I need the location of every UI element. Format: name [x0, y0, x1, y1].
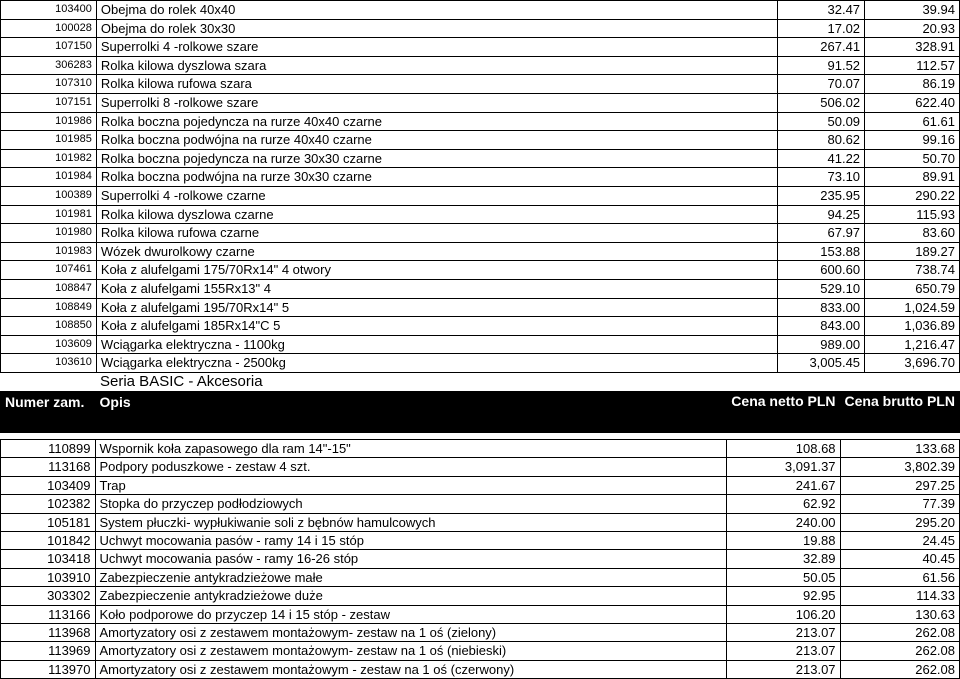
- order-number-cell: 113969: [1, 642, 96, 660]
- net-price-cell: 41.22: [778, 149, 865, 168]
- description-cell: Rolka boczna pojedyncza na rurze 40x40 czarne: [96, 112, 777, 131]
- description-cell: Amortyzatory osi z zestawem montażowym- zestaw na 1 oś (zielony): [95, 624, 727, 642]
- order-number-cell: 101842: [1, 532, 96, 550]
- net-price-cell: 32.47: [778, 1, 865, 20]
- description-cell: Wózek dwurolkowy czarne: [96, 242, 777, 261]
- table-row: [1, 532, 960, 550]
- order-number-cell: 101980: [1, 224, 97, 243]
- net-price-cell: 73.10: [778, 168, 865, 187]
- description-cell: Rolka kilowa dyszlowa szara: [96, 56, 777, 75]
- section-title: Seria BASIC - Akcesoria: [100, 373, 263, 390]
- description-cell: Rolka kilowa rufowa czarne: [96, 224, 777, 243]
- gross-price-cell: 262.08: [840, 624, 959, 642]
- table-row: [1, 587, 960, 605]
- gross-price-cell: 40.45: [840, 550, 959, 568]
- description-cell: Rolka boczna podwójna na rurze 30x30 czarne: [96, 168, 777, 187]
- table-row: [1, 440, 960, 458]
- gross-price-cell: 115.93: [865, 205, 960, 224]
- gross-price-cell: 290.22: [865, 186, 960, 205]
- table-row: [1, 19, 960, 38]
- order-number-cell: 103400: [1, 1, 97, 20]
- net-price-cell: 213.07: [727, 642, 840, 660]
- gross-price-cell: 133.68: [840, 440, 959, 458]
- table-row: [1, 131, 960, 150]
- description-cell: Uchwyt mocowania pasów - ramy 16-26 stóp: [95, 550, 727, 568]
- table-row: [1, 279, 960, 298]
- gross-price-cell: 262.08: [840, 660, 959, 678]
- net-price-cell: 70.07: [778, 75, 865, 94]
- net-price-cell: 92.95: [727, 587, 840, 605]
- order-number-cell: 102382: [1, 495, 96, 513]
- gross-price-cell: 1,036.89: [865, 317, 960, 336]
- net-price-cell: 106.20: [727, 605, 840, 623]
- description-cell: Wciągarka elektryczna - 1100kg: [96, 335, 777, 354]
- table-header-row: [1, 392, 960, 433]
- net-price-cell: 843.00: [778, 317, 865, 336]
- gross-price-cell: 61.61: [865, 112, 960, 131]
- order-number-cell: 107461: [1, 261, 97, 280]
- order-number-cell: 103409: [1, 476, 96, 494]
- gross-price-cell: 295.20: [840, 513, 959, 531]
- gross-price-cell: 650.79: [865, 279, 960, 298]
- description-cell: System płuczki- wypłukiwanie soli z bębnów hamulcowych: [95, 513, 727, 531]
- description-cell: Trap: [95, 476, 727, 494]
- gross-price-cell: 622.40: [865, 93, 960, 112]
- gross-price-cell: 3,696.70: [865, 354, 960, 373]
- description-cell: Rolka kilowa rufowa szara: [96, 75, 777, 94]
- net-price-cell: 32.89: [727, 550, 840, 568]
- order-number-cell: 108850: [1, 317, 97, 336]
- table-row: [1, 354, 960, 373]
- gross-price-cell: 130.63: [840, 605, 959, 623]
- price-table-accessories: [0, 391, 960, 679]
- description-cell: Zabezpieczenie antykradzieżowe duże: [95, 587, 727, 605]
- table-row: [1, 168, 960, 187]
- net-price-cell: 3,005.45: [778, 354, 865, 373]
- table-row: [1, 56, 960, 75]
- net-price-cell: 213.07: [727, 660, 840, 678]
- net-price-cell: 833.00: [778, 298, 865, 317]
- gross-price-cell: 39.94: [865, 1, 960, 20]
- net-price-cell: 267.41: [778, 38, 865, 57]
- description-cell: Koła z alufelgami 155Rx13" 4: [96, 279, 777, 298]
- net-price-cell: 600.60: [778, 261, 865, 280]
- header-description: Opis: [95, 392, 727, 433]
- order-number-cell: 101982: [1, 149, 97, 168]
- gross-price-cell: 50.70: [865, 149, 960, 168]
- table-row: [1, 112, 960, 131]
- gross-price-cell: 112.57: [865, 56, 960, 75]
- description-cell: Koła z alufelgami 175/70Rx14" 4 otwory: [96, 261, 777, 280]
- description-cell: Koła z alufelgami 195/70Rx14" 5: [96, 298, 777, 317]
- table-row: [1, 605, 960, 623]
- table-row: [1, 186, 960, 205]
- gross-price-cell: 297.25: [840, 476, 959, 494]
- order-number-cell: 113166: [1, 605, 96, 623]
- net-price-cell: 153.88: [778, 242, 865, 261]
- order-number-cell: 108849: [1, 298, 97, 317]
- description-cell: Rolka boczna podwójna na rurze 40x40 czarne: [96, 131, 777, 150]
- net-price-cell: 506.02: [778, 93, 865, 112]
- header-spacer: [1, 433, 960, 440]
- gross-price-cell: 114.33: [840, 587, 959, 605]
- table-row: [1, 205, 960, 224]
- gross-price-cell: 262.08: [840, 642, 959, 660]
- net-price-cell: 62.92: [727, 495, 840, 513]
- table-row: [1, 476, 960, 494]
- price-table-top-body: [1, 1, 960, 373]
- order-number-cell: 101985: [1, 131, 97, 150]
- description-cell: Rolka boczna pojedyncza na rurze 30x30 czarne: [96, 149, 777, 168]
- description-cell: Superrolki 4 -rolkowe szare: [96, 38, 777, 57]
- table-row: [1, 495, 960, 513]
- order-number-cell: 103910: [1, 568, 96, 586]
- description-cell: Superrolki 8 -rolkowe szare: [96, 93, 777, 112]
- description-cell: Koło podporowe do przyczep 14 i 15 stóp - zestaw: [95, 605, 727, 623]
- gross-price-cell: 20.93: [865, 19, 960, 38]
- order-number-cell: 101986: [1, 112, 97, 131]
- table-row: [1, 149, 960, 168]
- net-price-cell: 240.00: [727, 513, 840, 531]
- gross-price-cell: 189.27: [865, 242, 960, 261]
- gross-price-cell: 99.16: [865, 131, 960, 150]
- order-number-cell: 105181: [1, 513, 96, 531]
- description-cell: Koła z alufelgami 185Rx14"C 5: [96, 317, 777, 336]
- description-cell: Zabezpieczenie antykradzieżowe małe: [95, 568, 727, 586]
- gross-price-cell: 86.19: [865, 75, 960, 94]
- description-cell: Obejma do rolek 30x30: [96, 19, 777, 38]
- gross-price-cell: 89.91: [865, 168, 960, 187]
- order-number-cell: 100389: [1, 186, 97, 205]
- table-row: [1, 660, 960, 678]
- gross-price-cell: 24.45: [840, 532, 959, 550]
- order-number-cell: 103609: [1, 335, 97, 354]
- net-price-cell: 108.68: [727, 440, 840, 458]
- gross-price-cell: 1,216.47: [865, 335, 960, 354]
- table-row: [1, 335, 960, 354]
- table-row: [1, 513, 960, 531]
- description-cell: Obejma do rolek 40x40: [96, 1, 777, 20]
- gross-price-cell: 3,802.39: [840, 458, 959, 476]
- table-row: [1, 568, 960, 586]
- gross-price-cell: 83.60: [865, 224, 960, 243]
- gross-price-cell: 61.56: [840, 568, 959, 586]
- gross-price-cell: 738.74: [865, 261, 960, 280]
- net-price-cell: 19.88: [727, 532, 840, 550]
- net-price-cell: 529.10: [778, 279, 865, 298]
- order-number-cell: 108847: [1, 279, 97, 298]
- table-row: [1, 75, 960, 94]
- order-number-cell: 107150: [1, 38, 97, 57]
- net-price-cell: 213.07: [727, 624, 840, 642]
- gross-price-cell: 328.91: [865, 38, 960, 57]
- table-row: [1, 458, 960, 476]
- net-price-cell: 17.02: [778, 19, 865, 38]
- order-number-cell: 303302: [1, 587, 96, 605]
- net-price-cell: 3,091.37: [727, 458, 840, 476]
- price-table-accessories-body: [1, 440, 960, 679]
- gross-price-cell: 1,024.59: [865, 298, 960, 317]
- net-price-cell: 50.05: [727, 568, 840, 586]
- net-price-cell: 989.00: [778, 335, 865, 354]
- description-cell: Wciągarka elektryczna - 2500kg: [96, 354, 777, 373]
- order-number-cell: 103418: [1, 550, 96, 568]
- table-row: [1, 224, 960, 243]
- description-cell: Uchwyt mocowania pasów - ramy 14 i 15 stóp: [95, 532, 727, 550]
- table-row: [1, 624, 960, 642]
- description-cell: Podpory poduszkowe - zestaw 4 szt.: [95, 458, 727, 476]
- table-row: [1, 38, 960, 57]
- net-price-cell: 94.25: [778, 205, 865, 224]
- table-row: [1, 642, 960, 660]
- net-price-cell: 241.67: [727, 476, 840, 494]
- table-row: [1, 93, 960, 112]
- order-number-cell: 100028: [1, 19, 97, 38]
- table-row: [1, 1, 960, 20]
- order-number-cell: 103610: [1, 354, 97, 373]
- net-price-cell: 235.95: [778, 186, 865, 205]
- header-order-number: Numer zam.: [1, 392, 96, 433]
- table-row: [1, 550, 960, 568]
- order-number-cell: 110899: [1, 440, 96, 458]
- table-row: [1, 298, 960, 317]
- header-net-price: Cena netto PLN: [727, 392, 840, 433]
- order-number-cell: 113168: [1, 458, 96, 476]
- order-number-cell: 101984: [1, 168, 97, 187]
- net-price-cell: 67.97: [778, 224, 865, 243]
- order-number-cell: 107151: [1, 93, 97, 112]
- net-price-cell: 50.09: [778, 112, 865, 131]
- order-number-cell: 113968: [1, 624, 96, 642]
- description-cell: Amortyzatory osi z zestawem montażowym - zestaw na 1 oś (czerwony): [95, 660, 727, 678]
- order-number-cell: 101983: [1, 242, 97, 261]
- order-number-cell: 113970: [1, 660, 96, 678]
- table-row: [1, 317, 960, 336]
- table-row: [1, 242, 960, 261]
- description-cell: Rolka kilowa dyszlowa czarne: [96, 205, 777, 224]
- description-cell: Stopka do przyczep podłodziowych: [95, 495, 727, 513]
- description-cell: Superrolki 4 -rolkowe czarne: [96, 186, 777, 205]
- order-number-cell: 306283: [1, 56, 97, 75]
- description-cell: Wspornik koła zapasowego dla ram 14"-15": [95, 440, 727, 458]
- net-price-cell: 80.62: [778, 131, 865, 150]
- description-cell: Amortyzatory osi z zestawem montażowym- zestaw na 1 oś (niebieski): [95, 642, 727, 660]
- order-number-cell: 107310: [1, 75, 97, 94]
- net-price-cell: 91.52: [778, 56, 865, 75]
- header-gross-price: Cena brutto PLN: [840, 392, 959, 433]
- gross-price-cell: 77.39: [840, 495, 959, 513]
- order-number-cell: 101981: [1, 205, 97, 224]
- table-row: [1, 261, 960, 280]
